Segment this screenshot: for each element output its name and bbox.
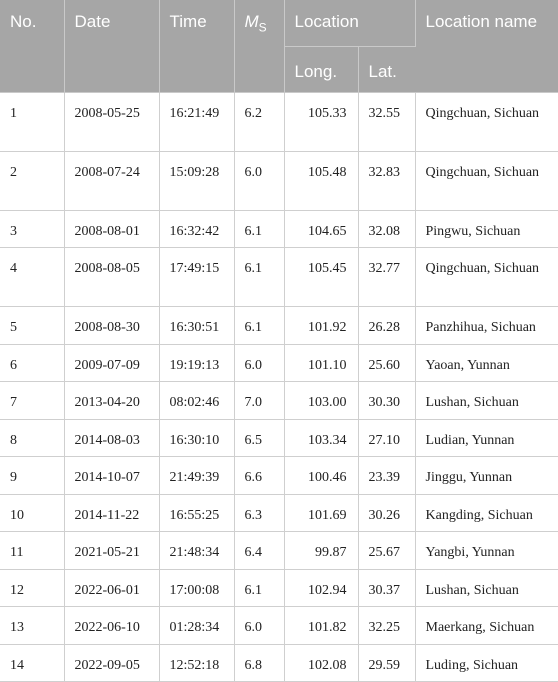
- cell-time: 08:02:46: [159, 382, 234, 420]
- cell-magnitude: 6.1: [234, 307, 284, 345]
- cell-longitude: 102.08: [284, 644, 358, 682]
- table-row: [0, 644, 558, 682]
- cell-location-name: Ludian, Yunnan: [415, 419, 558, 457]
- cell-latitude: 30.30: [358, 382, 415, 420]
- header-magnitude-subscript: S: [258, 20, 267, 35]
- table-header: [0, 0, 558, 92]
- cell-time: 12:52:18: [159, 644, 234, 682]
- table-row: [0, 569, 558, 607]
- cell-date: 2008-05-25: [64, 92, 159, 151]
- header-location-name: Location name: [415, 0, 558, 92]
- cell-latitude: 32.25: [358, 607, 415, 645]
- cell-date: 2022-09-05: [64, 644, 159, 682]
- cell-longitude: 101.82: [284, 607, 358, 645]
- cell-latitude: 29.59: [358, 644, 415, 682]
- table-row: [0, 457, 558, 495]
- header-row-1: [0, 0, 558, 46]
- cell-location-name: Yaoan, Yunnan: [415, 344, 558, 382]
- cell-location-name: Maerkang, Sichuan: [415, 607, 558, 645]
- header-date: Date: [64, 0, 159, 92]
- cell-time: 01:28:34: [159, 607, 234, 645]
- cell-no: 3: [0, 210, 64, 248]
- cell-no: 14: [0, 644, 64, 682]
- cell-magnitude: 6.0: [234, 344, 284, 382]
- header-time: Time: [159, 0, 234, 92]
- cell-longitude: 103.34: [284, 419, 358, 457]
- cell-magnitude: 7.0: [234, 382, 284, 420]
- cell-location-name: Qingchuan, Sichuan: [415, 248, 558, 307]
- header-latitude: Lat.: [358, 46, 415, 92]
- cell-location-name: Qingchuan, Sichuan: [415, 151, 558, 210]
- cell-location-name: Qingchuan, Sichuan: [415, 92, 558, 151]
- cell-no: 7: [0, 382, 64, 420]
- cell-latitude: 25.67: [358, 532, 415, 570]
- cell-time: 19:19:13: [159, 344, 234, 382]
- cell-no: 9: [0, 457, 64, 495]
- cell-time: 16:30:10: [159, 419, 234, 457]
- cell-latitude: 30.37: [358, 569, 415, 607]
- cell-date: 2022-06-10: [64, 607, 159, 645]
- cell-magnitude: 6.1: [234, 210, 284, 248]
- cell-longitude: 100.46: [284, 457, 358, 495]
- cell-latitude: 30.26: [358, 494, 415, 532]
- cell-longitude: 104.65: [284, 210, 358, 248]
- cell-no: 10: [0, 494, 64, 532]
- cell-time: 16:55:25: [159, 494, 234, 532]
- cell-longitude: 105.33: [284, 92, 358, 151]
- cell-magnitude: 6.1: [234, 248, 284, 307]
- cell-no: 4: [0, 248, 64, 307]
- cell-longitude: 103.00: [284, 382, 358, 420]
- cell-magnitude: 6.2: [234, 92, 284, 151]
- cell-magnitude: 6.5: [234, 419, 284, 457]
- cell-no: 5: [0, 307, 64, 345]
- cell-location-name: Yangbi, Yunnan: [415, 532, 558, 570]
- cell-location-name: Pingwu, Sichuan: [415, 210, 558, 248]
- cell-time: 15:09:28: [159, 151, 234, 210]
- cell-date: 2008-08-05: [64, 248, 159, 307]
- cell-date: 2014-08-03: [64, 419, 159, 457]
- table-row: [0, 382, 558, 420]
- cell-time: 16:32:42: [159, 210, 234, 248]
- cell-longitude: 99.87: [284, 532, 358, 570]
- cell-date: 2013-04-20: [64, 382, 159, 420]
- header-magnitude: [234, 0, 284, 92]
- cell-location-name: Kangding, Sichuan: [415, 494, 558, 532]
- cell-latitude: 32.08: [358, 210, 415, 248]
- table-row: [0, 494, 558, 532]
- cell-date: 2014-11-22: [64, 494, 159, 532]
- cell-date: 2014-10-07: [64, 457, 159, 495]
- cell-longitude: 105.45: [284, 248, 358, 307]
- cell-no: 13: [0, 607, 64, 645]
- cell-latitude: 26.28: [358, 307, 415, 345]
- cell-location-name: Luding, Sichuan: [415, 644, 558, 682]
- cell-no: 12: [0, 569, 64, 607]
- table-row: [0, 607, 558, 645]
- cell-no: 1: [0, 92, 64, 151]
- cell-location-name: Lushan, Sichuan: [415, 569, 558, 607]
- cell-longitude: 101.92: [284, 307, 358, 345]
- cell-time: 16:30:51: [159, 307, 234, 345]
- table-row: [0, 344, 558, 382]
- cell-magnitude: 6.6: [234, 457, 284, 495]
- cell-date: 2008-07-24: [64, 151, 159, 210]
- cell-latitude: 27.10: [358, 419, 415, 457]
- cell-location-name: Jinggu, Yunnan: [415, 457, 558, 495]
- cell-date: 2008-08-30: [64, 307, 159, 345]
- header-no: No.: [0, 0, 64, 92]
- table-row: [0, 419, 558, 457]
- table-row: [0, 307, 558, 345]
- cell-date: 2022-06-01: [64, 569, 159, 607]
- cell-magnitude: 6.4: [234, 532, 284, 570]
- cell-magnitude: 6.0: [234, 607, 284, 645]
- table-row: [0, 210, 558, 248]
- cell-location-name: Panzhihua, Sichuan: [415, 307, 558, 345]
- cell-time: 17:49:15: [159, 248, 234, 307]
- table-row: [0, 151, 558, 210]
- cell-magnitude: 6.3: [234, 494, 284, 532]
- cell-latitude: 32.83: [358, 151, 415, 210]
- cell-date: 2021-05-21: [64, 532, 159, 570]
- cell-magnitude: 6.0: [234, 151, 284, 210]
- cell-longitude: 101.10: [284, 344, 358, 382]
- cell-longitude: 105.48: [284, 151, 358, 210]
- cell-latitude: 32.55: [358, 92, 415, 151]
- table-row: [0, 248, 558, 307]
- cell-time: 21:48:34: [159, 532, 234, 570]
- cell-no: 2: [0, 151, 64, 210]
- cell-date: 2009-07-09: [64, 344, 159, 382]
- table-row: [0, 532, 558, 570]
- cell-date: 2008-08-01: [64, 210, 159, 248]
- cell-time: 16:21:49: [159, 92, 234, 151]
- header-longitude: Long.: [284, 46, 358, 92]
- table-body: [0, 92, 558, 682]
- cell-latitude: 23.39: [358, 457, 415, 495]
- cell-no: 6: [0, 344, 64, 382]
- cell-longitude: 102.94: [284, 569, 358, 607]
- cell-time: 17:00:08: [159, 569, 234, 607]
- cell-longitude: 101.69: [284, 494, 358, 532]
- cell-latitude: 25.60: [358, 344, 415, 382]
- cell-magnitude: 6.8: [234, 644, 284, 682]
- header-location: Location: [284, 0, 415, 46]
- table-row: [0, 92, 558, 151]
- cell-no: 11: [0, 532, 64, 570]
- header-magnitude-symbol: M: [244, 12, 259, 31]
- cell-location-name: Lushan, Sichuan: [415, 382, 558, 420]
- cell-magnitude: 6.1: [234, 569, 284, 607]
- cell-time: 21:49:39: [159, 457, 234, 495]
- cell-no: 8: [0, 419, 64, 457]
- cell-latitude: 32.77: [358, 248, 415, 307]
